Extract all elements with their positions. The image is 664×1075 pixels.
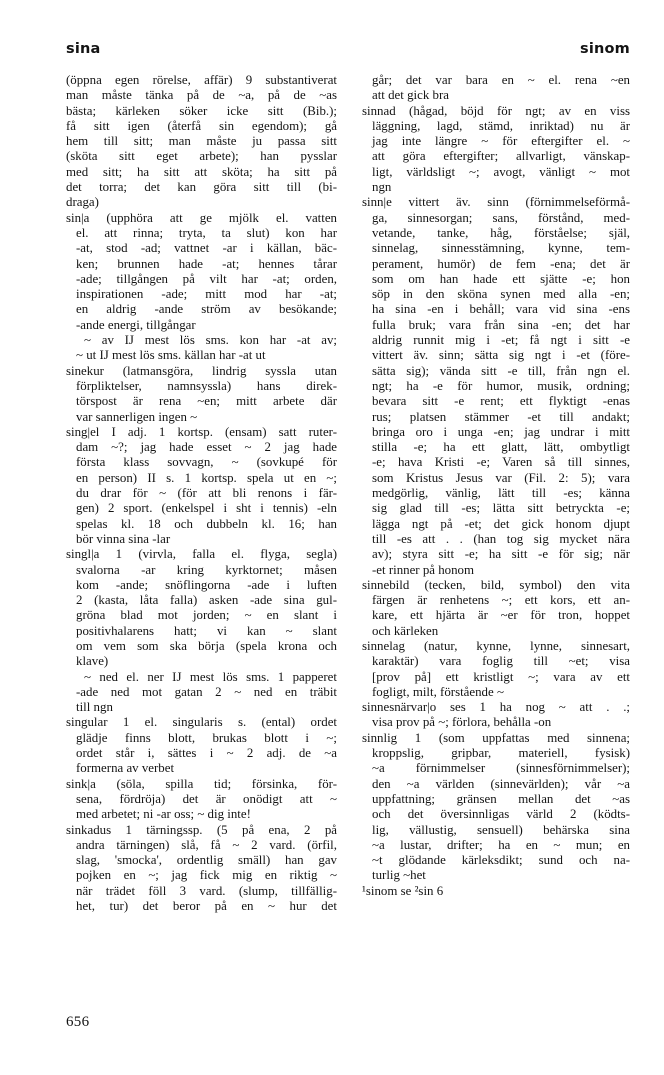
text-line: pojken en ~; jag fick mig en riktig ~ xyxy=(76,868,337,883)
text-line: het, tur) det beror på en ~ hur det xyxy=(76,899,337,914)
text-line: vetande, tanke, håg, förståelse; själ, xyxy=(372,225,630,240)
text-line: 2 (kasta, låta falla) asken -ade sina gul- xyxy=(76,593,337,608)
text-line: förpliktelser, namnsyssla) hans direk- xyxy=(76,378,337,393)
text-line: [prov på] ett kristligt ~; vara av ett xyxy=(372,669,630,684)
text-line: en person) II s. 1 kortsp. spela ut en ~; xyxy=(76,470,337,485)
text-line: perament, humör) de fem -ena; det är xyxy=(372,256,630,271)
text-line: kroppslig, gripbar, materiell, fysisk) xyxy=(372,746,630,761)
text-line: rus; platsen stämmer -et till andakt; xyxy=(372,409,630,424)
text-line: sig glad till -es; lätta sitt betryckta -e; xyxy=(372,501,630,516)
text-line: hem till sitt; man måste ju passa sitt xyxy=(66,134,337,149)
text-line: att göra eftergifter; allvarligt, vänskap- xyxy=(372,149,630,164)
text-line: ordet står i, sättes i ~ 2 adj. de ~a xyxy=(76,746,337,761)
text-line: och det översinnligas värld 2 (ködts- xyxy=(372,807,630,822)
text-line: slag, 'smocka', ordentlig smäll) han gav xyxy=(76,853,337,868)
text-line: ha sina -en i behåll; vara vid sina -ens xyxy=(372,302,630,317)
text-line: med sitt; ha sitt att sköta; ha sitt på xyxy=(66,164,337,179)
text-line: går; det var bara en ~ el. rena ~en xyxy=(372,73,630,87)
text-line: fulla bruk; vara från sina -en; det har xyxy=(372,317,630,332)
text-line: sin|a (upphöra att ge mjölk el. vatten xyxy=(66,210,337,225)
text-line: turlig ~het xyxy=(372,868,426,883)
text-line: man måste tänka på de ~a, på de ~as xyxy=(66,88,337,103)
text-line: sink|a (söla, spilla tid; försinka, för- xyxy=(66,776,337,791)
text-line: sing|el I adj. 1 kortsp. (ensam) satt ruter- xyxy=(66,424,337,439)
text-line: sätta sig); vända sitt -e till, från ngn el. xyxy=(372,363,630,378)
text-line: med arbetet; ni -ar oss; ~ dig inte! xyxy=(76,807,251,822)
text-line: sinnad (hågad, böjd för ngt; av en viss xyxy=(362,103,630,118)
text-line: läggning, lagd, stämd, inriktad) nu är xyxy=(372,118,630,133)
text-line: ~a förnimmelser (sinnesförnimmelser); xyxy=(372,761,630,776)
text-line: sena, fördröja) det är onödigt att ~ xyxy=(76,791,337,806)
text-line: glädje finns blott, brukas blott i ~; xyxy=(76,730,337,745)
text-line: sinn|e vittert äv. sinn (förnimmelseförmå- xyxy=(362,195,630,210)
text-line: ~ ned el. ner IJ mest lös sms. 1 papperet xyxy=(84,669,337,684)
text-line: aldrig runnit mig i -et; få ngt i sitt -e xyxy=(372,333,630,348)
text-line: som Kristus Jesus var (Fil. 2: 5); vara xyxy=(372,470,630,485)
text-line: el. att rinna; tryta, ta slut) kon har xyxy=(76,225,337,240)
text-line: bevara sitt -e rent; ett flyktigt -enas xyxy=(372,394,630,409)
text-line: singl|a 1 (virvla, falla el. flyga, segla) xyxy=(66,547,337,562)
text-line: spelas kl. 18 och dubbeln kl. 16; han xyxy=(76,516,337,531)
text-line: ¹sinom se ²sin 6 xyxy=(362,883,444,898)
text-line: svalorna -ar kring kyrktornet; måsen xyxy=(76,562,337,577)
text-line: bringa oro i unga -en; jag undrar i mitt xyxy=(372,424,630,439)
text-line: sinnelag (natur, kynne, lynne, sinnesart, xyxy=(362,638,630,653)
text-line: draga) xyxy=(66,195,99,210)
text-line: törspost är rena ~en; mitt arbete där xyxy=(76,394,337,409)
text-line: sinnelag, sinnesstämning, kynne, tem- xyxy=(372,241,630,256)
text-line: när trädet föll 3 vard. (slump, tillfällig- xyxy=(76,883,337,898)
text-line: stilla -e; ha ett glatt, lätt, ombytligt xyxy=(372,440,630,455)
text-line: första klass sovvagn, ~ (sovkupé för xyxy=(76,455,337,470)
text-line: medgörlig, vänlig, lätt till -es; känna xyxy=(372,486,630,501)
text-line: den ~a världen (sinnevärlden); vår ~a xyxy=(372,776,630,791)
text-line: gröna blad mot jorden; ~ en slant i xyxy=(76,608,337,623)
text-line: jag inte längre ~ för eftergifter el. ~ xyxy=(372,134,630,149)
text-line: karaktär) vara foglig till ~et; visa xyxy=(372,654,630,669)
text-line: dam ~?; jag hade esset ~ 2 jag hade xyxy=(76,440,337,455)
text-line: -e; hava Kristi -e; Varen så till sinnes, xyxy=(372,455,630,470)
text-line: sinkadus 1 tärningssp. (5 på ena, 2 på xyxy=(66,822,337,837)
text-line: ~a lustar, drifter; ha en ~ mun; en xyxy=(372,837,630,852)
text-line: lig, vällustig, sensuell) behärska sina xyxy=(372,822,630,837)
text-line: klave) xyxy=(76,654,109,669)
text-line: sinnebild (tecken, bild, symbol) den vita xyxy=(362,577,630,592)
text-line: söp in den sköna synen med alla -en; xyxy=(372,287,630,302)
text-line: (sköta sitt eget arbete); han pysslar xyxy=(66,149,337,164)
text-line: till -es att . . (han tog sig mycket nära xyxy=(372,531,630,546)
text-line: ligt, världsligt ~; avogt, vänligt ~ mot xyxy=(372,164,630,179)
text-line: kare, ett hjärta är ~er för tron, hoppet xyxy=(372,608,630,623)
text-line: färgen är renhetens ~; ett kors, ett an- xyxy=(372,593,630,608)
text-line: ngn xyxy=(372,180,392,195)
text-line: sinnesnärvar|o ses 1 ha nog ~ att . .; xyxy=(362,700,630,715)
text-line: -ade ned mot gatan 2 ~ ned en träbit xyxy=(76,684,337,699)
text-line: du drar för ~ (för att bli renons i fär- xyxy=(76,486,337,501)
page-number: 656 xyxy=(66,1014,90,1030)
text-line: ~t glödande kärleksdikt; sund och na- xyxy=(372,853,630,868)
text-line: gen) 2 sport. (enkelspel i sht i tennis) -eln xyxy=(76,501,337,516)
text-line: ~ ut IJ mest lös sms. källan har -at ut xyxy=(76,348,266,363)
text-line: ken; brunnen hade -at; hennes tårar xyxy=(76,256,337,271)
text-line: var sannerligen ingen ~ xyxy=(76,409,198,424)
text-line: visa prov på ~; förlora, behålla -on xyxy=(372,715,552,730)
text-line: ngt; ha -e för humor, musik, ordning; xyxy=(372,378,630,393)
text-line: inspirationen -ade; mitt mod har -at; xyxy=(76,287,337,302)
text-line: och kärleken xyxy=(372,623,439,638)
text-line: bästa; kärleken söker icke sitt (Bib.); xyxy=(66,103,337,118)
text-line: att det gick bra xyxy=(372,88,449,103)
text-line: andra tärningen) slå, få ~ 2 vard. (örfil, xyxy=(76,837,337,852)
text-line: singular 1 el. singularis s. (ental) ordet xyxy=(66,715,337,730)
text-line: -ande energi, tillgångar xyxy=(76,317,196,332)
text-line: sinekur (latmansgöra, lindrig syssla utan xyxy=(66,363,337,378)
text-line: kom -ande; snöflingorna -ade i luften xyxy=(76,577,337,592)
text-line: en aldrig -ande ström av besökande; xyxy=(76,302,337,317)
text-line: sinnlig 1 (som uppfattas med sinnena; xyxy=(362,730,630,745)
text-line: som om han hade ett sjätte -e; hon xyxy=(372,271,630,286)
text-line: -at, stod -ad; vattnet -ar i källan, bäc- xyxy=(76,241,337,256)
text-line: -ade; tillgången på vilt har -at; orden, xyxy=(76,271,337,286)
text-line: -et rinner på honom xyxy=(372,562,475,577)
text-line: (öppna egen rörelse, affär) 9 substantiverat xyxy=(66,73,337,87)
text-line: få sitt igen (återfå sin egendom); gå xyxy=(66,118,337,133)
text-line: av); styra sitt -e; ha sitt -e för sig; när xyxy=(372,547,630,562)
text-line: uppfattning; gränsen mellan det ~as xyxy=(372,791,630,806)
text-line: om vem som ska börja (spela krona och xyxy=(76,638,337,653)
text-line: det torra; det kan göra sitt till (bi- xyxy=(66,180,337,195)
text-line: till ngn xyxy=(76,700,113,715)
text-line: formerna av verbet xyxy=(76,761,175,776)
text-line: lägga ngt på -et; det gick honom djupt xyxy=(372,516,630,531)
text-line: vittert äv. sinn; sätta sig ngt i -et (före- xyxy=(372,348,630,363)
text-line: fogligt, milt, förstående ~ xyxy=(372,684,504,699)
left-text-column xyxy=(66,73,337,914)
text-line: ~ av IJ mest lös sms. kon har -at av; xyxy=(84,333,337,348)
text-line: positivhalarens hatt; vi kan ~ slant xyxy=(76,623,337,638)
right-text-column xyxy=(362,73,630,899)
running-head-left: sina xyxy=(66,41,101,57)
text-line: bör vinna sina -lar xyxy=(76,531,171,546)
text-line: ga, sinnesorgan; sans, förstånd, med- xyxy=(372,210,630,225)
running-head-right: sinom xyxy=(580,41,630,57)
